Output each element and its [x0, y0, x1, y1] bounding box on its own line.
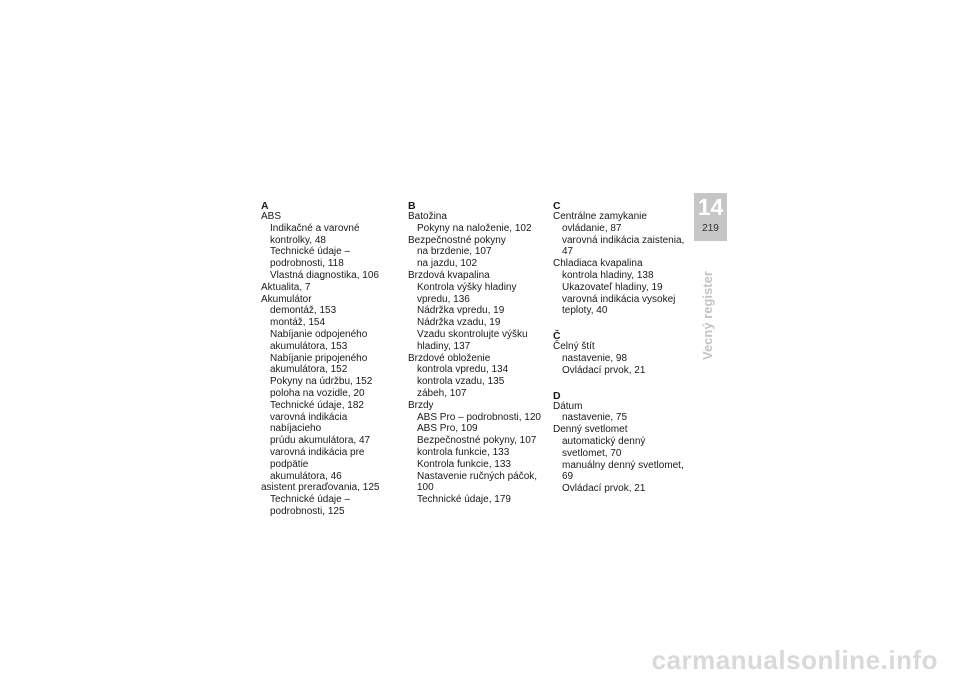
index-subentry: hladiny, 137	[417, 340, 471, 352]
index-term: Dátum	[553, 400, 583, 412]
index-entry-denny-svetlomet	[553, 424, 693, 495]
index-term: Akumulátor	[261, 293, 312, 305]
index-subentry: na jazdu, 102	[417, 258, 478, 270]
index-subentry: varovná indikácia pre podpätie	[270, 446, 365, 470]
index-term: Aktualita, 7	[261, 281, 311, 293]
page-number: 219	[702, 223, 719, 234]
index-subentry: prúdu akumulátora, 47	[270, 435, 371, 447]
index-term: Bezpečnostné pokyny	[408, 234, 506, 246]
index-subentry: Vzadu skontrolujte výšku	[417, 328, 528, 340]
index-subentry: manuálny denný svetlomet, 69	[562, 459, 684, 483]
index-subentry: varovná indikácia nabíjacieho	[270, 411, 348, 435]
index-subentry: Technické údaje –	[270, 494, 351, 506]
index-subentry: Nabíjanie odpojeného	[270, 328, 368, 340]
index-subentry: Nastavenie ručných páčok, 100	[417, 470, 538, 494]
index-subentry: demontáž, 153	[270, 305, 337, 317]
index-subentry: montáž, 154	[270, 317, 326, 329]
index-subentry: Vlastná diagnostika, 106	[270, 269, 379, 281]
index-entry-chladiaca-kvapalina	[553, 258, 693, 317]
chapter-number: 14	[697, 194, 724, 220]
index-subentry: na brzdenie, 107	[417, 246, 492, 258]
index-subentry: Technické údaje, 179	[417, 494, 511, 506]
index-subentry: Ovládací prvok, 21	[562, 364, 646, 376]
index-subentry: podrobnosti, 125	[270, 505, 345, 517]
index-subentry: Kontrola výšky hladiny	[417, 281, 517, 293]
index-subentry: poloha na vozidle, 20	[270, 387, 365, 399]
index-subentry: Technické údaje –	[270, 246, 351, 258]
chapter-title: Vecný register	[700, 271, 715, 360]
index-subentry: Indikačné a varovné	[270, 222, 360, 234]
index-term: Brzdová kvapalina	[408, 269, 490, 281]
index-term: asistent preraďovania, 125	[261, 482, 380, 494]
index-subentry: Nabíjanie pripojeného	[270, 352, 368, 364]
index-subentry: Nádržka vpredu, 19	[417, 305, 505, 317]
index-entry-brzdova-kvapalina	[408, 270, 553, 353]
watermark: carmanualsonline.info	[651, 645, 938, 675]
chapter-tab	[694, 193, 727, 241]
index-entry-aktualita	[261, 282, 401, 294]
index-entry-asistent-preradovania	[261, 482, 401, 517]
index-subentry: nastavenie, 75	[562, 412, 628, 424]
index-column-2	[408, 201, 553, 506]
index-column-1	[261, 201, 401, 518]
index-subentry: Ovládací prvok, 21	[562, 483, 646, 495]
index-subentry: kontrola funkcie, 133	[417, 446, 510, 458]
index-subentry: nastavenie, 98	[562, 352, 628, 364]
index-entry-datum	[553, 401, 693, 425]
index-subentry: kontrola vzadu, 135	[417, 376, 505, 388]
index-subentry: akumulátora, 46	[270, 470, 342, 482]
index-entry-centralne-zamykanie	[553, 211, 693, 258]
section-letter-a: A	[261, 200, 269, 212]
index-subentry: ovládanie, 87	[562, 222, 622, 234]
index-subentry: Pokyny na údržbu, 152	[270, 376, 373, 388]
index-subentry: akumulátora, 152	[270, 364, 348, 376]
index-subentry: zábeh, 107	[417, 387, 467, 399]
index-subentry: podrobnosti, 118	[270, 258, 344, 270]
section-letter-d: D	[553, 389, 561, 402]
index-entry-brzdy	[408, 400, 553, 506]
index-subentry: kontrola hladiny, 138	[562, 269, 654, 281]
index-subentry: teploty, 40	[562, 305, 608, 317]
index-term: Chladiaca kvapalina	[553, 258, 643, 270]
index-subentry: varovná indikácia vysokej	[562, 293, 676, 305]
index-subentry: ABS Pro – podrobnosti, 120	[417, 411, 541, 423]
index-entry-brzdove-oblozenie	[408, 353, 553, 400]
index-entry-bezpecnostne-pokyny	[408, 235, 553, 270]
index-subentry: Bezpečnostné pokyny, 107	[417, 435, 537, 447]
index-term: Centrálne zamykanie	[553, 211, 647, 222]
index-term: Brzdy	[408, 399, 434, 411]
index-term: Denný svetlomet	[553, 424, 628, 436]
index-subentry: svetlomet, 70	[562, 447, 622, 459]
index-subentry: Pokyny na naloženie, 102	[417, 222, 532, 234]
index-subentry: kontrolky, 48	[270, 234, 326, 246]
index-entry-akumulator	[261, 294, 401, 483]
index-subentry: Ukazovateľ hladiny, 19	[562, 281, 663, 293]
index-subentry: akumulátora, 153	[270, 340, 348, 352]
section-letter-c: C	[553, 200, 561, 212]
index-subentry: ABS Pro, 109	[417, 423, 478, 435]
index-subentry: automatický denný	[562, 435, 646, 447]
index-entry-batozina	[408, 211, 553, 235]
index-term: Čelný štít	[553, 341, 595, 353]
index-term: Batožina	[408, 211, 447, 222]
index-subentry: Kontrola funkcie, 133	[417, 458, 511, 470]
index-term: ABS	[261, 211, 282, 222]
index-subentry: Nádržka vzadu, 19	[417, 317, 501, 329]
section-letter-c-caron: Č	[553, 330, 561, 343]
index-subentry: Technické údaje, 182	[270, 399, 364, 411]
index-subentry: vpredu, 136	[417, 293, 470, 305]
index-column-3	[553, 201, 693, 495]
index-subentry: kontrola vpredu, 134	[417, 364, 509, 376]
index-entry-abs	[261, 211, 401, 282]
index-entry-celny-stit	[553, 341, 693, 376]
index-term: Brzdové obloženie	[408, 352, 491, 364]
section-letter-b: B	[408, 200, 416, 212]
index-subentry: varovná indikácia zaistenia, 47	[562, 234, 685, 258]
